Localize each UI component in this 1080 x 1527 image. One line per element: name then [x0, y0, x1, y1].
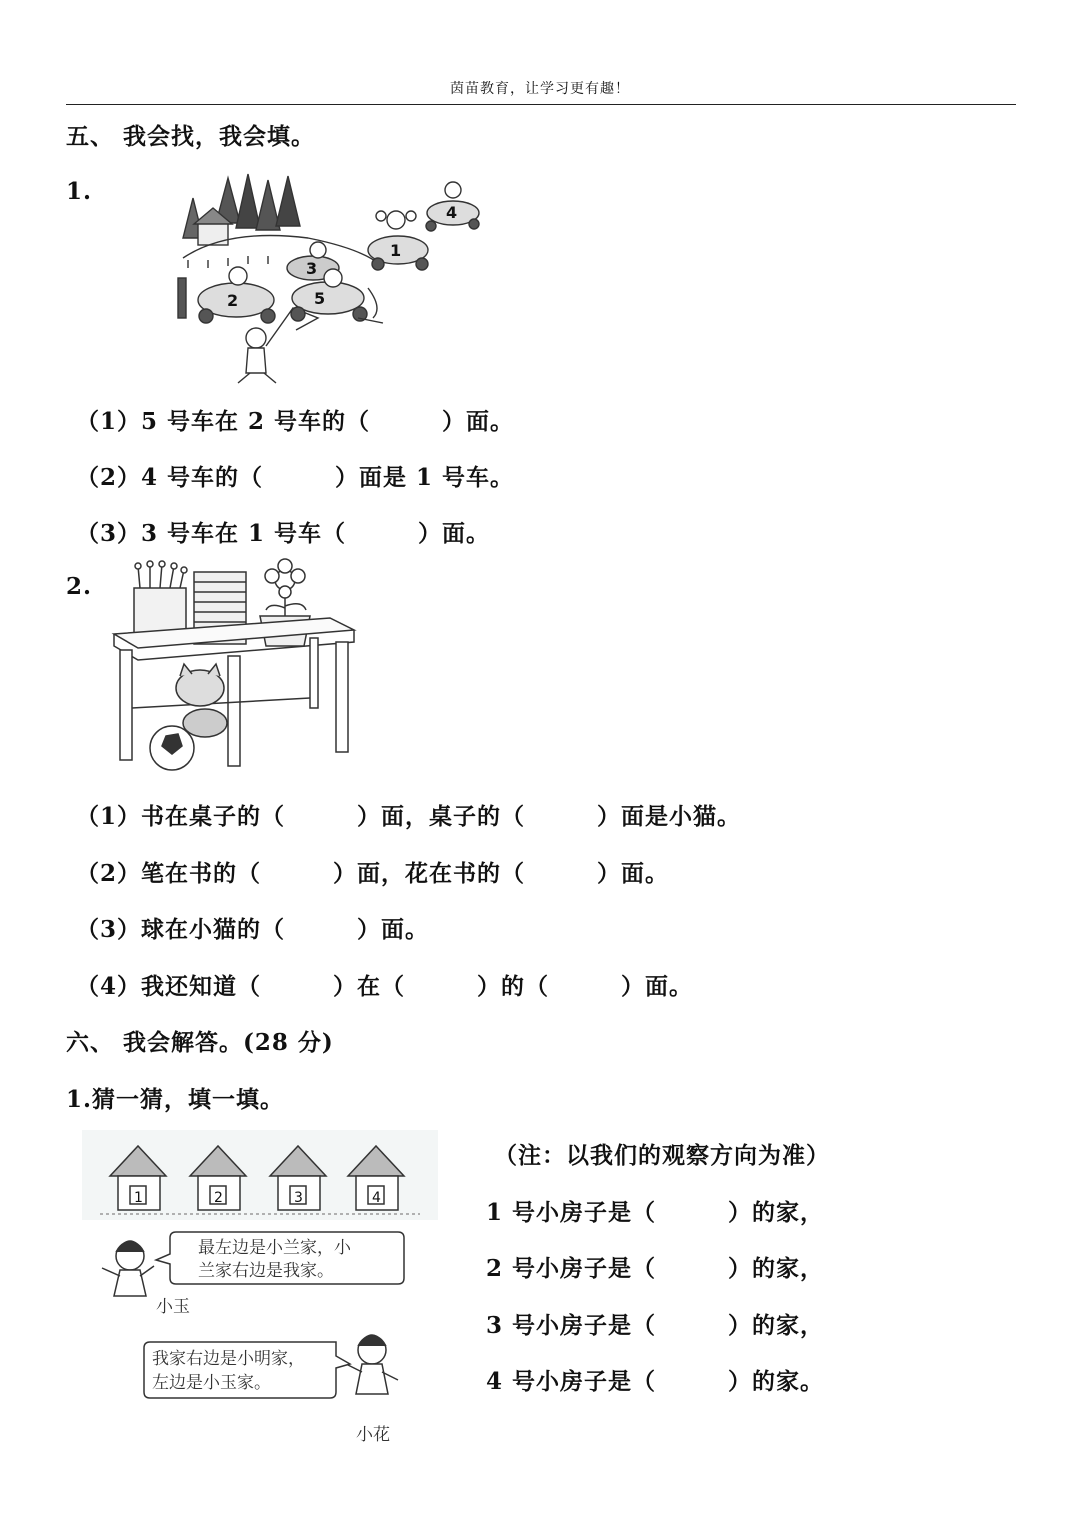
- speech-bubble-1-line-2: 兰家右边是我家。: [198, 1261, 334, 1281]
- house-answer-3: 3 号小房子是（ ）的家，: [486, 1312, 825, 1339]
- car-number-5: 5: [314, 289, 326, 308]
- race-car-illustration: [168, 168, 483, 390]
- car-number-4: 4: [446, 203, 458, 222]
- q2-item-3: （3）球在小猫的（ ）面。: [76, 916, 430, 943]
- table-illustration: [110, 558, 358, 773]
- section-6-question-1-title: 1.猜一猜，填一填。: [66, 1086, 285, 1113]
- section-6-title: 六、 我会解答。(28 分): [66, 1029, 334, 1056]
- speech-bubble-2-line-1: 我家右边是小明家，: [152, 1349, 305, 1369]
- speaker-name-1: 小玉: [156, 1297, 190, 1317]
- speech-bubble-1-line-1: 最左边是小兰家，小: [198, 1238, 351, 1258]
- houses-illustration: [80, 1128, 440, 1448]
- header-divider: [66, 104, 1016, 105]
- observation-note: （注：以我们的观察方向为准）: [494, 1142, 830, 1169]
- q2-item-1: （1）书在桌子的（ ）面，桌子的（ ）面是小猫。: [76, 803, 742, 830]
- page-header: 茵苗教育，让学习更有趣！: [450, 81, 630, 97]
- speaker-name-2: 小花: [356, 1425, 390, 1445]
- q2-item-2: （2）笔在书的（ ）面，花在书的（ ）面。: [76, 860, 670, 887]
- house-answer-4: 4 号小房子是（ ）的家。: [486, 1368, 825, 1395]
- question-1-number: 1.: [66, 178, 93, 205]
- question-2-number: 2.: [66, 573, 93, 600]
- car-number-1: 1: [390, 241, 402, 260]
- house-number-4: 4: [372, 1190, 381, 1206]
- q2-item-4: （4）我还知道（ ）在（ ）的（ ）面。: [76, 973, 694, 1000]
- house-answer-2: 2 号小房子是（ ）的家，: [486, 1255, 825, 1282]
- house-number-1: 1: [134, 1190, 143, 1206]
- q1-item-1: （1）5 号车在 2 号车的（ ）面。: [76, 408, 515, 435]
- house-number-3: 3: [294, 1190, 303, 1206]
- house-answer-1: 1 号小房子是（ ）的家，: [486, 1199, 825, 1226]
- house-number-2: 2: [214, 1190, 223, 1206]
- q1-item-2: （2）4 号车的（ ）面是 1 号车。: [76, 464, 515, 491]
- section-5-title: 五、 我会找，我会填。: [66, 123, 316, 150]
- car-number-3: 3: [306, 259, 318, 278]
- car-number-2: 2: [227, 291, 239, 310]
- speech-bubble-2-line-2: 左边是小玉家。: [152, 1373, 271, 1393]
- q1-item-3: （3）3 号车在 1 号车（ ）面。: [76, 520, 491, 547]
